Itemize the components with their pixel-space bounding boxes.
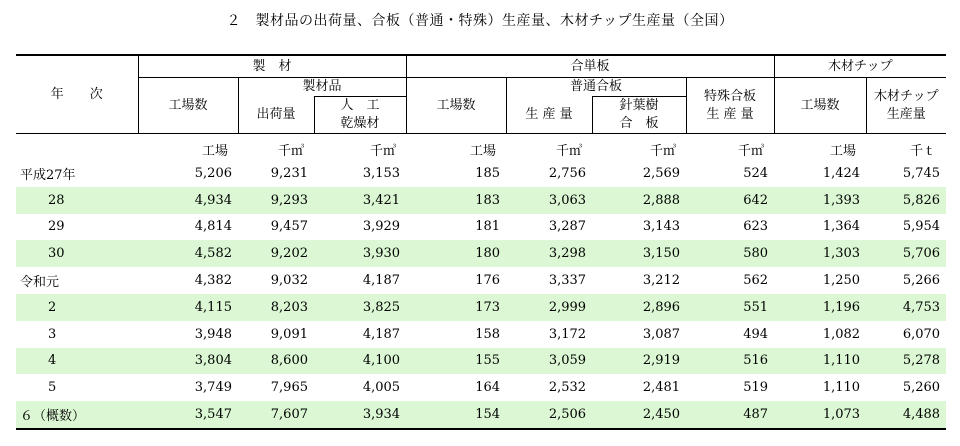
value-cell: 3,930 xyxy=(314,240,406,267)
value-cell: 2,888 xyxy=(592,187,686,214)
value-cell: 3,547 xyxy=(138,401,238,429)
value-cell: 3,087 xyxy=(642,326,681,342)
value-cell: 516 xyxy=(686,348,774,375)
value-cell: 3,934 xyxy=(314,401,406,429)
statistics-table xyxy=(16,54,946,430)
value-cell: 4,005 xyxy=(362,380,401,396)
value-cell: 3,298 xyxy=(506,240,592,267)
value-cell: 9,231 xyxy=(270,165,308,181)
chip-production-header: 木材チップ 生産量 xyxy=(866,78,946,134)
value-cell: 2,450 xyxy=(592,401,686,429)
value-cell: 2,569 xyxy=(642,165,681,181)
value-cell: 3,749 xyxy=(194,380,232,396)
year-cell: ６（概数） xyxy=(16,401,138,429)
value-cell: 154 xyxy=(406,401,506,429)
ply-factories-header: 工場数 xyxy=(406,78,506,134)
unit-label: 工場 xyxy=(201,143,228,159)
value-cell: 2,896 xyxy=(592,294,686,321)
value-cell: 5,206 xyxy=(194,165,232,181)
value-cell: 4,753 xyxy=(866,294,946,321)
value-cell: 1,196 xyxy=(774,294,866,321)
kiln-dried-header: 人 工 乾燥材 xyxy=(314,97,406,134)
value-cell: 3,421 xyxy=(314,187,406,214)
value-cell: 3,287 xyxy=(548,219,587,235)
value-cell: 3,172 xyxy=(548,326,587,342)
value-cell: 1,082 xyxy=(822,326,861,342)
year-cell: 28 xyxy=(16,187,138,214)
value-cell: 551 xyxy=(686,294,774,321)
table-row xyxy=(16,401,946,429)
value-cell: 6,070 xyxy=(902,326,941,342)
table-title: ２ 製材品の出荷量、合板（普通・特殊）生産量、木材チップ生産量（全国） xyxy=(226,13,734,29)
year-cell: 4 xyxy=(16,348,138,375)
value-cell: 5,706 xyxy=(866,240,946,267)
chip-factories-header: 工場数 xyxy=(774,78,866,134)
value-cell: 5,745 xyxy=(902,165,941,181)
value-cell: 7,607 xyxy=(238,401,314,429)
value-cell: 642 xyxy=(686,187,774,214)
unit-label: 千ｔ xyxy=(910,143,937,159)
group-sawn-header: 製 材 xyxy=(138,55,406,78)
value-cell: 185 xyxy=(475,165,501,181)
value-cell: 3,143 xyxy=(642,219,681,235)
value-cell: 519 xyxy=(743,380,769,396)
value-cell: 1,424 xyxy=(822,165,861,181)
table-row xyxy=(16,348,946,375)
unit-label: 千㎥ xyxy=(277,143,304,159)
ordinary-plywood-header: 普通合板 xyxy=(506,78,686,97)
value-cell: 8,600 xyxy=(238,348,314,375)
value-cell: 9,293 xyxy=(238,187,314,214)
value-cell: 3,804 xyxy=(138,348,238,375)
value-cell: 4,488 xyxy=(866,401,946,429)
value-cell: 164 xyxy=(475,380,501,396)
value-cell: 173 xyxy=(406,294,506,321)
value-cell: 623 xyxy=(743,219,769,235)
value-cell: 176 xyxy=(475,273,501,289)
value-cell: 1,364 xyxy=(822,219,861,235)
table-row xyxy=(16,321,946,348)
table-row xyxy=(16,294,946,321)
value-cell: 580 xyxy=(686,240,774,267)
value-cell: 5,260 xyxy=(902,380,941,396)
value-cell: 2,919 xyxy=(592,348,686,375)
value-cell: 3,337 xyxy=(548,273,587,289)
unit-label: 千㎥ xyxy=(650,143,677,159)
value-cell: 7,965 xyxy=(270,380,308,396)
year-cell: 2 xyxy=(16,294,138,321)
year-cell: 30 xyxy=(16,240,138,267)
value-cell: 3,063 xyxy=(506,187,592,214)
value-cell: 1,250 xyxy=(822,273,861,289)
value-cell: 4,187 xyxy=(362,273,401,289)
value-cell: 4,115 xyxy=(138,294,238,321)
year-cell: 平成27年 xyxy=(20,167,76,183)
value-cell: 1,110 xyxy=(822,380,861,396)
year-cell: 29 xyxy=(48,219,65,235)
value-cell: 2,999 xyxy=(506,294,592,321)
value-cell: 9,032 xyxy=(270,273,308,289)
value-cell: 1,073 xyxy=(774,401,866,429)
year-cell: 3 xyxy=(48,326,57,342)
group-chip-header: 木材チップ xyxy=(774,55,946,78)
value-cell: 181 xyxy=(475,219,501,235)
value-cell: 3,059 xyxy=(506,348,592,375)
table-row xyxy=(16,267,946,294)
value-cell: 2,756 xyxy=(548,165,587,181)
value-cell: 3,153 xyxy=(362,165,401,181)
value-cell: 487 xyxy=(686,401,774,429)
sawn-shipments-subheader: 出荷量 xyxy=(238,97,314,134)
value-cell: 3,212 xyxy=(642,273,681,289)
year-header: 年 次 xyxy=(16,55,138,134)
unit-label: 千㎥ xyxy=(370,143,397,159)
value-cell: 5,266 xyxy=(902,273,941,289)
value-cell: 2,506 xyxy=(506,401,592,429)
units-row xyxy=(16,134,946,161)
unit-label: 千㎥ xyxy=(738,143,765,159)
value-cell: 3,825 xyxy=(314,294,406,321)
value-cell: 562 xyxy=(743,273,769,289)
table-row xyxy=(16,240,946,267)
value-cell: 524 xyxy=(743,165,769,181)
value-cell: 3,948 xyxy=(194,326,232,342)
value-cell: 155 xyxy=(406,348,506,375)
value-cell: 1,393 xyxy=(774,187,866,214)
value-cell: 2,481 xyxy=(642,380,681,396)
value-cell: 3,929 xyxy=(362,219,401,235)
value-cell: 9,091 xyxy=(270,326,308,342)
table-row xyxy=(16,214,946,241)
value-cell: 494 xyxy=(743,326,769,342)
table-row xyxy=(16,160,946,187)
value-cell: 1,110 xyxy=(774,348,866,375)
special-plywood-header: 特殊合板 生 産 量 xyxy=(686,78,774,134)
value-cell: 4,100 xyxy=(314,348,406,375)
table-row xyxy=(16,374,946,401)
sawn-shipments-header: 製材品 xyxy=(238,78,406,97)
value-cell: 4,582 xyxy=(138,240,238,267)
year-cell: 令和元 xyxy=(20,275,60,291)
value-cell: 5,278 xyxy=(866,348,946,375)
table-row xyxy=(16,187,946,214)
group-plywood-header: 合単板 xyxy=(406,55,774,78)
value-cell: 1,303 xyxy=(774,240,866,267)
ordinary-plywood-subheader: 生 産 量 xyxy=(506,97,592,134)
value-cell: 3,150 xyxy=(592,240,686,267)
unit-label: 工場 xyxy=(470,143,497,159)
value-cell: 180 xyxy=(406,240,506,267)
conifer-plywood-header: 針葉樹 合 板 xyxy=(592,97,686,134)
value-cell: 158 xyxy=(475,326,501,342)
value-cell: 2,532 xyxy=(548,380,587,396)
value-cell: 183 xyxy=(406,187,506,214)
value-cell: 5,826 xyxy=(866,187,946,214)
value-cell: 9,202 xyxy=(238,240,314,267)
value-cell: 4,187 xyxy=(362,326,401,342)
value-cell: 4,814 xyxy=(194,219,232,235)
value-cell: 4,934 xyxy=(138,187,238,214)
unit-label: 千㎥ xyxy=(556,143,583,159)
value-cell: 4,382 xyxy=(194,273,232,289)
year-cell: 5 xyxy=(48,380,57,396)
value-cell: 5,954 xyxy=(902,219,941,235)
value-cell: 8,203 xyxy=(238,294,314,321)
value-cell: 9,457 xyxy=(270,219,308,235)
sawn-factories-header: 工場数 xyxy=(138,78,238,134)
unit-label: 工場 xyxy=(830,143,857,159)
